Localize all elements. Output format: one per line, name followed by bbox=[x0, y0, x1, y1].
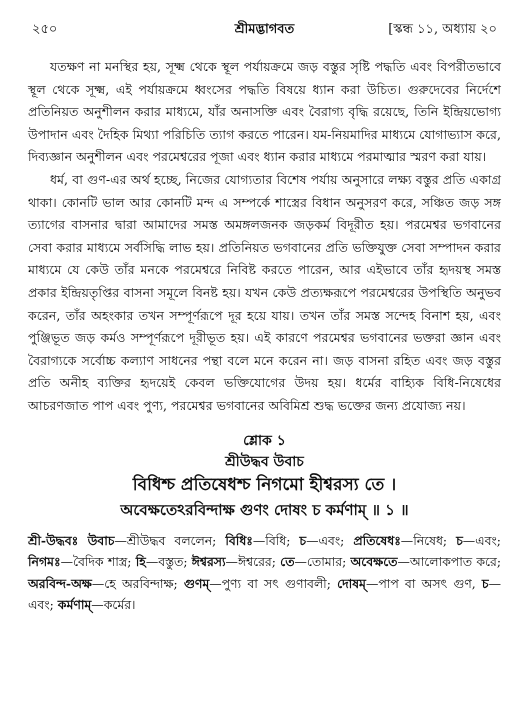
verse-number: শ্লোক ১ bbox=[243, 432, 286, 449]
chapter-reference: [স্কন্ধ ১১, অধ্যায় ২০ bbox=[388, 22, 497, 37]
verse-line: অবেক্ষতেঽরবিন্দাক্ষ গুণং দোষং চ কর্মণাম্ ॥ ১ ॥ bbox=[120, 500, 409, 519]
synonym-word: অবেক্ষতে bbox=[350, 554, 398, 569]
synonym-meaning: —ঈশ্বরের; bbox=[225, 554, 281, 569]
book-title: শ্রীমদ্ভাগবত bbox=[234, 22, 295, 37]
verse-speaker: শ্রীউদ্ধব উবাচ bbox=[225, 453, 304, 470]
synonym-word: কর্মণাম্ bbox=[57, 597, 92, 612]
synonym-word: তে bbox=[280, 554, 295, 569]
word-meanings bbox=[28, 530, 501, 616]
synonym-meaning: —আলোকপাত করে; bbox=[397, 554, 501, 569]
synonym-meaning: —বিধি; bbox=[252, 532, 300, 548]
synonym-word: চ bbox=[299, 532, 307, 548]
synonym-word: শ্রী-উদ্ধবঃ উবাচ bbox=[28, 532, 115, 548]
verse-line: বিধিশ্চ প্রতিষেধশ্চ নিগমো হীশ্বরস্য তে । bbox=[132, 474, 397, 495]
synonym-word: বিধিঃ bbox=[225, 532, 253, 548]
page-header bbox=[28, 18, 501, 40]
synonym-word: হি bbox=[135, 554, 146, 569]
synonym-meaning: —বৈদিক শাস্ত্র; bbox=[60, 554, 136, 569]
synonym-meaning: —বস্তুত; bbox=[145, 554, 192, 569]
synonym-word: নিগমঃ bbox=[28, 554, 61, 569]
synonym-word: প্রতিষেধঃ bbox=[353, 532, 401, 548]
synonym-meaning: —পাপ বা অসৎ গুণ, bbox=[365, 575, 482, 591]
purport-text bbox=[28, 56, 501, 418]
paragraph: ধর্ম, বা গুণ-এর অর্থ হচ্ছে, নিজের যোগ্যতার বিশেষ পর্যায় অনুসারে লক্ষ্য বস্তুর প্রতি একাগ্র থাকা। কোনটি ভাল আর কোনটি মন্দ এ সম্পর্কে শাস্ত্রের বিধান অনুসরণ করে, সঞ্চিত জড় সঙ্গ ত্যাগের বাসনার দ্বারা আমাদের সমস্ত অমঙ্গলজনক জড়কর্ম বিদূরীত হয়। পরমেশ্বর ভগবানের সেবা করার মাধ্যমে সর্বসিদ্ধি লাভ হয়। প্রতিনিয়ত ভগবানের প্রতি ভক্তিযুক্ত সেবা সম্পাদন করার মাধ্যমে যে কেউ তাঁর মনকে পরমেশ্বরে নিবিষ্ট করতে পারেন, আর এইভাবে তাঁর হৃদয়স্থ সমস্ত প্রকার ইন্দ্রিয়তৃপ্তির বাসনা সমূলে বিনষ্ট হয়। যখন কেউ প্রত্যক্ষরূপে পরমেশ্বরের উপস্থিতি অনুভব করেন, তাঁর অহংকার তখন সম্পূর্ণরূপে দূর হয়ে যায়। তখন তাঁর সমস্ত সন্দেহ বিনাশ হয়, এবং পুঞ্জিভূত জড় কর্মও সম্পূর্ণরূপে দূরীভূত হয়। এই কারণে পরমেশ্বর ভগবানের ভক্তরা জ্ঞান এবং বৈরাগ্যকে সর্বোচ্চ কল্যাণ সাধনের পন্থা বলে মনে করেন না। জড় বাসনা রহিত এবং জড় বস্তুর প্রতি অনীহ ব্যক্তির হৃদয়েই কেবল ভক্তিযোগের উদয় হয়। ধর্মের বাহ্যিক বিধি-নিষেধের আচরণজাত পাপ এবং পুণ্য, পরমেশ্বর ভগবানের অবিমিশ্র শুদ্ধ ভক্তের জন্য প্রযোজ্য নয়। bbox=[28, 171, 501, 413]
synonym-word: গুণম্ bbox=[183, 575, 210, 591]
synonym-meaning: —পুণ্য বা সৎ গুণাবলী; bbox=[209, 575, 338, 591]
synonym-meaning: —এবং; bbox=[462, 532, 501, 548]
synonym-meaning: —এবং; bbox=[306, 532, 354, 548]
synonym-word: দোষম্ bbox=[337, 575, 366, 591]
verse-block bbox=[28, 430, 501, 522]
synonym-meaning: —নিষেধ; bbox=[400, 532, 457, 548]
synonym-word: চ bbox=[481, 575, 489, 591]
synonym-meaning: —এবং; bbox=[28, 575, 501, 612]
paragraph: যতক্ষণ না মনস্থির হয়, সূক্ষ্ম থেকে স্থূল পর্যায়ক্রমে জড় বস্তুর সৃষ্টি পদ্ধতি এবং বিপরীতভাবে স্থূল থেকে সূক্ষ্ম, এই পর্যায়ক্রমে ধ্বংসের পদ্ধতি বিষয়ে ধ্যান করা উচিত। গুরুদেবের নির্দেশে প্রতিনিয়ত অনুশীলন করার মাধ্যমে, যাঁর অনাসক্তি এবং বৈরাগ্য বৃদ্ধি রয়েছে, তিনি ইন্দ্রিয়ভোগ্য উপাদান এবং দৈহিক মিথ্যা পরিচিতি ত্যাগ করতে পারেন। যম-নিয়মাদির মাধ্যমে যোগাভ্যাস করে, দিব্যজ্ঞান অনুশীলন এবং পরমেশ্বরের পূজা এবং ধ্যান করার মাধ্যমে পরমাত্মার স্মরণ করা যায়। bbox=[28, 59, 501, 165]
synonym-meaning: —কর্মের। bbox=[91, 597, 136, 612]
synonym-word: চ bbox=[456, 532, 463, 548]
synonym-word: অরবিন্দ-অক্ষ bbox=[28, 575, 92, 591]
synonym-meaning: —হে অরবিন্দাক্ষ; bbox=[91, 575, 184, 591]
synonym-meaning: —শ্রীউদ্ধব বললেন; bbox=[114, 532, 226, 548]
synonym-meaning: —তোমার; bbox=[294, 554, 351, 569]
page-number: ২৫০ bbox=[32, 22, 58, 37]
synonym-word: ঈশ্বরস্য bbox=[191, 554, 226, 569]
